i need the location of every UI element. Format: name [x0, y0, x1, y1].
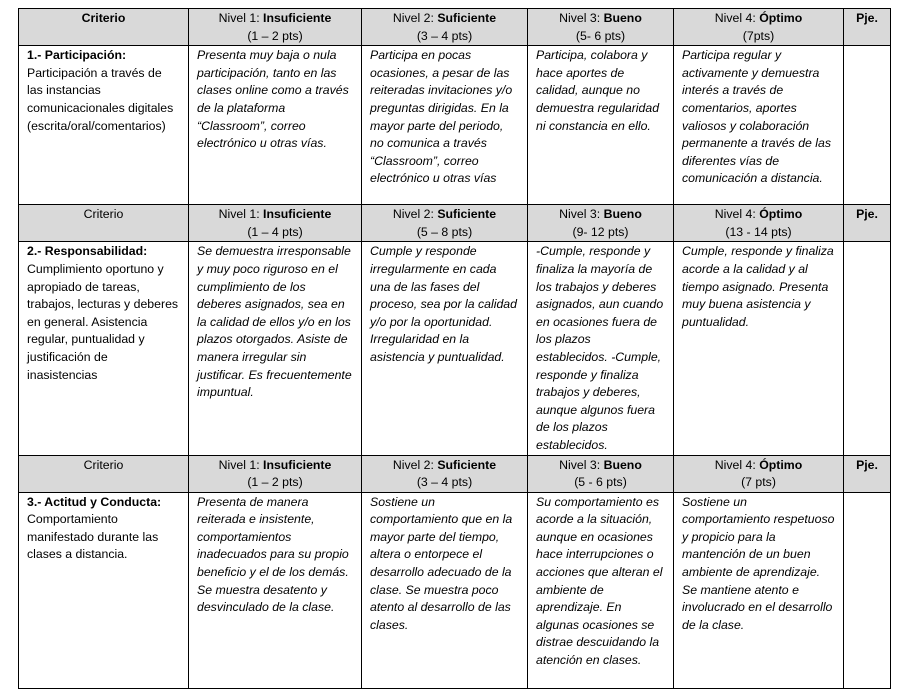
level-points: (1 – 4 pts) — [247, 224, 303, 239]
level-name: Suficiente — [437, 457, 497, 472]
level-points: (5- 6 pts) — [575, 28, 626, 43]
descriptor-level-4: Participa regular y activamente y demuestra interés a través de comentarios, aportes valiosos y colaboración permanente a través de las diferentes vías de comunicación a distancia. — [674, 46, 844, 205]
descriptor-level-2: Cumple y responde irregularmente en cada una de las fases del proceso, sea por la calidad y/o por la oportunidad. Irregularidad en la asistencia y puntualidad. — [362, 242, 528, 455]
criterion-description: Participación a través de las instancias comunicacionales digitales (escrita/oral/comentarios) — [27, 65, 174, 133]
level-header — [528, 455, 674, 492]
level-name: Insuficiente — [263, 207, 332, 222]
header-row-3 — [19, 455, 891, 492]
criterion-title: 3.- Actitud y Conducta: — [27, 494, 162, 509]
level-name: Suficiente — [437, 207, 497, 222]
level-header — [362, 205, 528, 242]
level-name: Insuficiente — [263, 457, 332, 472]
level-header — [674, 9, 844, 46]
descriptor-level-3: Participa, colabora y hace aportes de calidad, aunque no demuestra regularidad ni constancia en ello. — [528, 46, 674, 205]
level-points: (7pts) — [742, 28, 775, 43]
level-points: (13 - 14 pts) — [725, 224, 792, 239]
level-prefix: Nivel 2: — [392, 11, 438, 25]
rubric-table — [18, 8, 891, 689]
level-header — [189, 455, 362, 492]
criterion-cell — [19, 242, 189, 455]
level-header — [528, 205, 674, 242]
descriptor-level-2: Sostiene un comportamiento que en la mayor parte del tiempo, altera o entorpece el desarrollo adecuado de la clase. Se muestra poco atento al desarrollo de las clases. — [362, 492, 528, 688]
level-points: (1 – 2 pts) — [247, 28, 303, 43]
level-header — [674, 205, 844, 242]
level-prefix: Nivel 1: — [218, 457, 264, 472]
pje-header: Pje. — [844, 455, 891, 492]
level-points: (9- 12 pts) — [572, 224, 629, 239]
descriptor-level-1: Presenta de manera reiterada e insistente, comportamientos inadecuados para su propio beneficio y el de los demás. Se muestra desatento y desvinculado de la clase. — [189, 492, 362, 688]
criterion-title: 1.- Participación: — [27, 48, 127, 63]
header-row-1 — [19, 9, 891, 46]
level-prefix: Nivel 4: — [714, 11, 760, 25]
level-name: Óptimo — [759, 11, 803, 25]
level-prefix: Nivel 4: — [714, 207, 760, 222]
pje-cell[interactable] — [844, 242, 891, 455]
header-row-2 — [19, 205, 891, 242]
descriptor-level-4: Sostiene un comportamiento respetuoso y propicio para la mantención de un buen ambiente de aprendizaje. Se mantiene atento e involucrado en el desarrollo de la clase. — [674, 492, 844, 688]
level-points: (7 pts) — [741, 475, 776, 490]
level-header — [528, 9, 674, 46]
level-name: Óptimo — [759, 207, 803, 222]
level-prefix: Nivel 4: — [714, 457, 760, 472]
level-name: Suficiente — [437, 11, 497, 25]
criterion-description: Cumplimiento oportuno y apropiado de tareas, trabajos, lecturas y deberes en general. Asistencia regular, puntualidad y justificación de inasistencias — [27, 261, 179, 382]
level-header — [362, 9, 528, 46]
descriptor-level-3: -Cumple, responde y finaliza la mayoría de los trabajos y deberes asignados, aun cuando en ocasiones fuera de los plazos establecidos. -Cumple, responde y finaliza trabajos y deberes, aunque algunos fuera de los plazos establecidos. — [528, 242, 674, 455]
criterion-row-1 — [19, 46, 891, 205]
level-points: (1 – 2 pts) — [247, 475, 303, 490]
level-prefix: Nivel 3: — [559, 457, 604, 472]
pje-header: Pje. — [844, 205, 891, 242]
level-name: Bueno — [603, 11, 642, 25]
criterion-title: 2.- Responsabilidad: — [27, 244, 148, 259]
level-name: Insuficiente — [263, 11, 332, 25]
descriptor-level-1: Presenta muy baja o nula participación, tanto en las clases online como a través de la plataforma “Classroom”, correo electrónico u otras vías. — [189, 46, 362, 205]
pje-header: Pje. — [844, 9, 891, 46]
level-header — [189, 9, 362, 46]
level-header — [674, 455, 844, 492]
descriptor-level-2: Participa en pocas ocasiones, a pesar de las reiteradas invitaciones y/o preguntas dirigidas. En la mayor parte del periodo, no comunica a través “Classroom”, correo electrónico u otras vías — [362, 46, 528, 205]
pje-cell[interactable] — [844, 46, 891, 205]
level-points: (5 - 6 pts) — [574, 475, 627, 490]
descriptor-level-1: Se demuestra irresponsable y muy poco riguroso en el cumplimiento de los deberes asignados, sea en la calidad de ellos y/o en los plazos otorgados. Asiste de manera irregular sin justificar. Es frecuentemente impuntual. — [189, 242, 362, 455]
level-name: Óptimo — [759, 457, 803, 472]
level-header — [362, 455, 528, 492]
level-prefix: Nivel 2: — [392, 457, 438, 472]
criterion-description: Comportamiento manifestado durante las clases a distancia. — [27, 512, 159, 562]
level-prefix: Nivel 1: — [218, 207, 264, 222]
level-prefix: Nivel 3: — [559, 207, 604, 222]
criterio-header: Criterio — [19, 205, 189, 242]
level-points: (3 – 4 pts) — [416, 475, 473, 490]
level-points: (3 – 4 pts) — [416, 28, 473, 43]
criterion-cell — [19, 492, 189, 688]
descriptor-level-4: Cumple, responde y finaliza acorde a la calidad y al tiempo asignado. Presenta muy buena asistencia y puntualidad. — [674, 242, 844, 455]
level-name: Bueno — [603, 457, 642, 472]
level-prefix: Nivel 2: — [392, 207, 438, 222]
pje-cell[interactable] — [844, 492, 891, 688]
level-points: (5 – 8 pts) — [416, 224, 473, 239]
level-prefix: Nivel 3: — [559, 11, 604, 25]
criterion-row-3 — [19, 492, 891, 688]
criterio-header: Criterio — [19, 455, 189, 492]
criterio-header: Criterio — [19, 9, 189, 46]
level-header — [189, 205, 362, 242]
criterion-row-2 — [19, 242, 891, 455]
descriptor-level-3: Su comportamiento es acorde a la situación, aunque en ocasiones hace interrupciones o acciones que alteran el ambiente de aprendizaje. En algunas ocasiones se distrae descuidando la atención en clases. — [528, 492, 674, 688]
level-name: Bueno — [603, 207, 642, 222]
level-prefix: Nivel 1: — [218, 11, 264, 25]
criterion-cell — [19, 46, 189, 205]
